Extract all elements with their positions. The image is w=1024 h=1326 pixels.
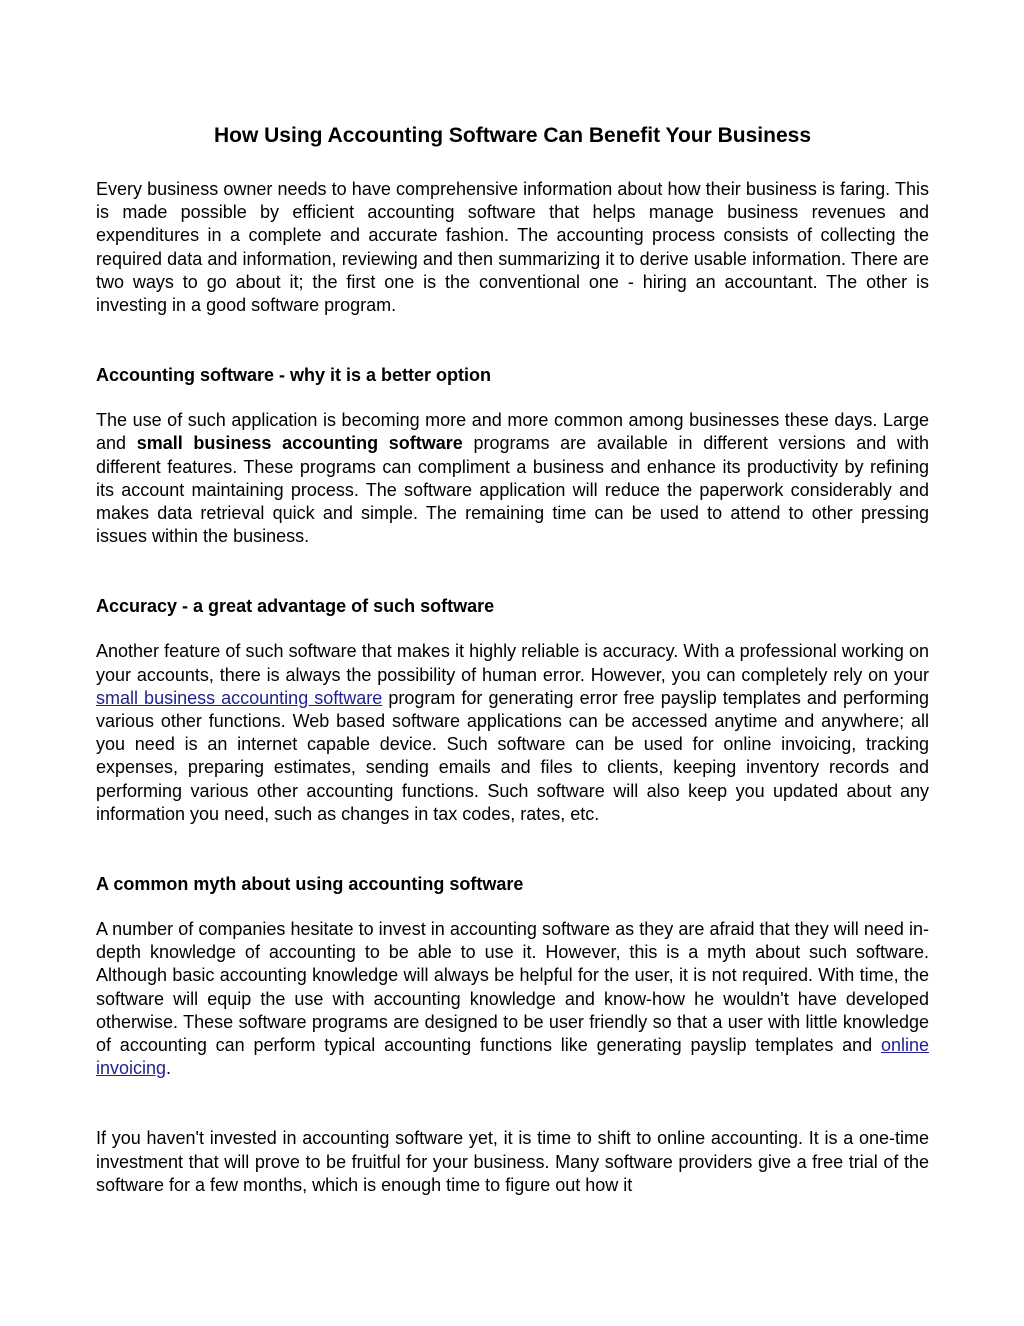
intro-paragraph: Every business owner needs to have comprehensive information about how their business is faring. This is made possible by efficient accounting software that helps manage business revenues and expenditures in a complete and accurate fashion. The accounting process consists of collecting the required data and information, reviewing and then summarizing it to derive usable information. There are two ways to go about it; the first one is the conventional one - hiring an accountant. The other is investing in a good software program. bbox=[96, 179, 929, 316]
closing-paragraph: If you haven't invested in accounting software yet, it is time to shift to online accounting. It is a one-time investment that will prove to be fruitful for your business. Many software providers give a free trial of the software for a few months, which is enough time to figure out how it bbox=[96, 1128, 929, 1195]
small-business-accounting-software-link[interactable]: small business accounting software bbox=[96, 687, 383, 708]
paragraph-text: programs are available in different versions and with different features. These programs can compliment a business and enhance its productivity by refining its account maintaining process. The software application will reduce the paperwork considerably and makes data retrieval quick and simple. The remaining time can be used to attend to other pressing issues within the business. bbox=[96, 433, 929, 547]
paragraph-text: program for generating error free payslip templates and performing various other functions. Web based software applications can be accessed anytime and anywhere; all you need is an internet capable device. Such software can be used for online invoicing, tracking expenses, preparing estimates, sending emails and files to clients, keeping inventory records and performing various other accounting functions. Such software will also keep you updated about any information you need, such as changes in tax codes, rates, etc. bbox=[96, 687, 929, 824]
paragraph-text: Another feature of such software that makes it highly reliable is accuracy. With a professional working on your accounts, there is always the possibility of human error. However, you can completely rely on your bbox=[96, 641, 929, 685]
section-heading-better-option: Accounting software - why it is a better option bbox=[96, 365, 492, 386]
document-page bbox=[96, 122, 929, 1197]
paragraph-text: The use of such application is becoming more and more common among businesses these days. Large and bbox=[96, 410, 929, 454]
paragraph-text: . bbox=[166, 1058, 172, 1079]
section-heading-myth: A common myth about using accounting software bbox=[96, 874, 524, 895]
section-paragraph-myth bbox=[96, 918, 929, 1080]
section-paragraph-better-option bbox=[96, 409, 929, 548]
section-paragraph-accuracy bbox=[96, 640, 929, 826]
paragraph-text: A number of companies hesitate to invest in accounting software as they are afraid that they will need in-depth knowledge of accounting to be able to use it. However, this is a myth about such software. Although basic accounting knowledge will always be helpful for the user, it is not required. With time, the software will equip the use with accounting knowledge and know-how he wouldn't have developed otherwise. These software programs are designed to be user friendly so that a user with little knowledge of accounting can perform typical accounting functions like generating payslip templates and bbox=[96, 919, 929, 1056]
section-heading-accuracy: Accuracy - a great advantage of such software bbox=[96, 596, 495, 617]
online-invoicing-link[interactable]: online invoicing bbox=[96, 1035, 929, 1079]
document-title: How Using Accounting Software Can Benefit Your Business bbox=[213, 124, 811, 147]
bold-keyword: small business accounting software bbox=[136, 433, 463, 454]
